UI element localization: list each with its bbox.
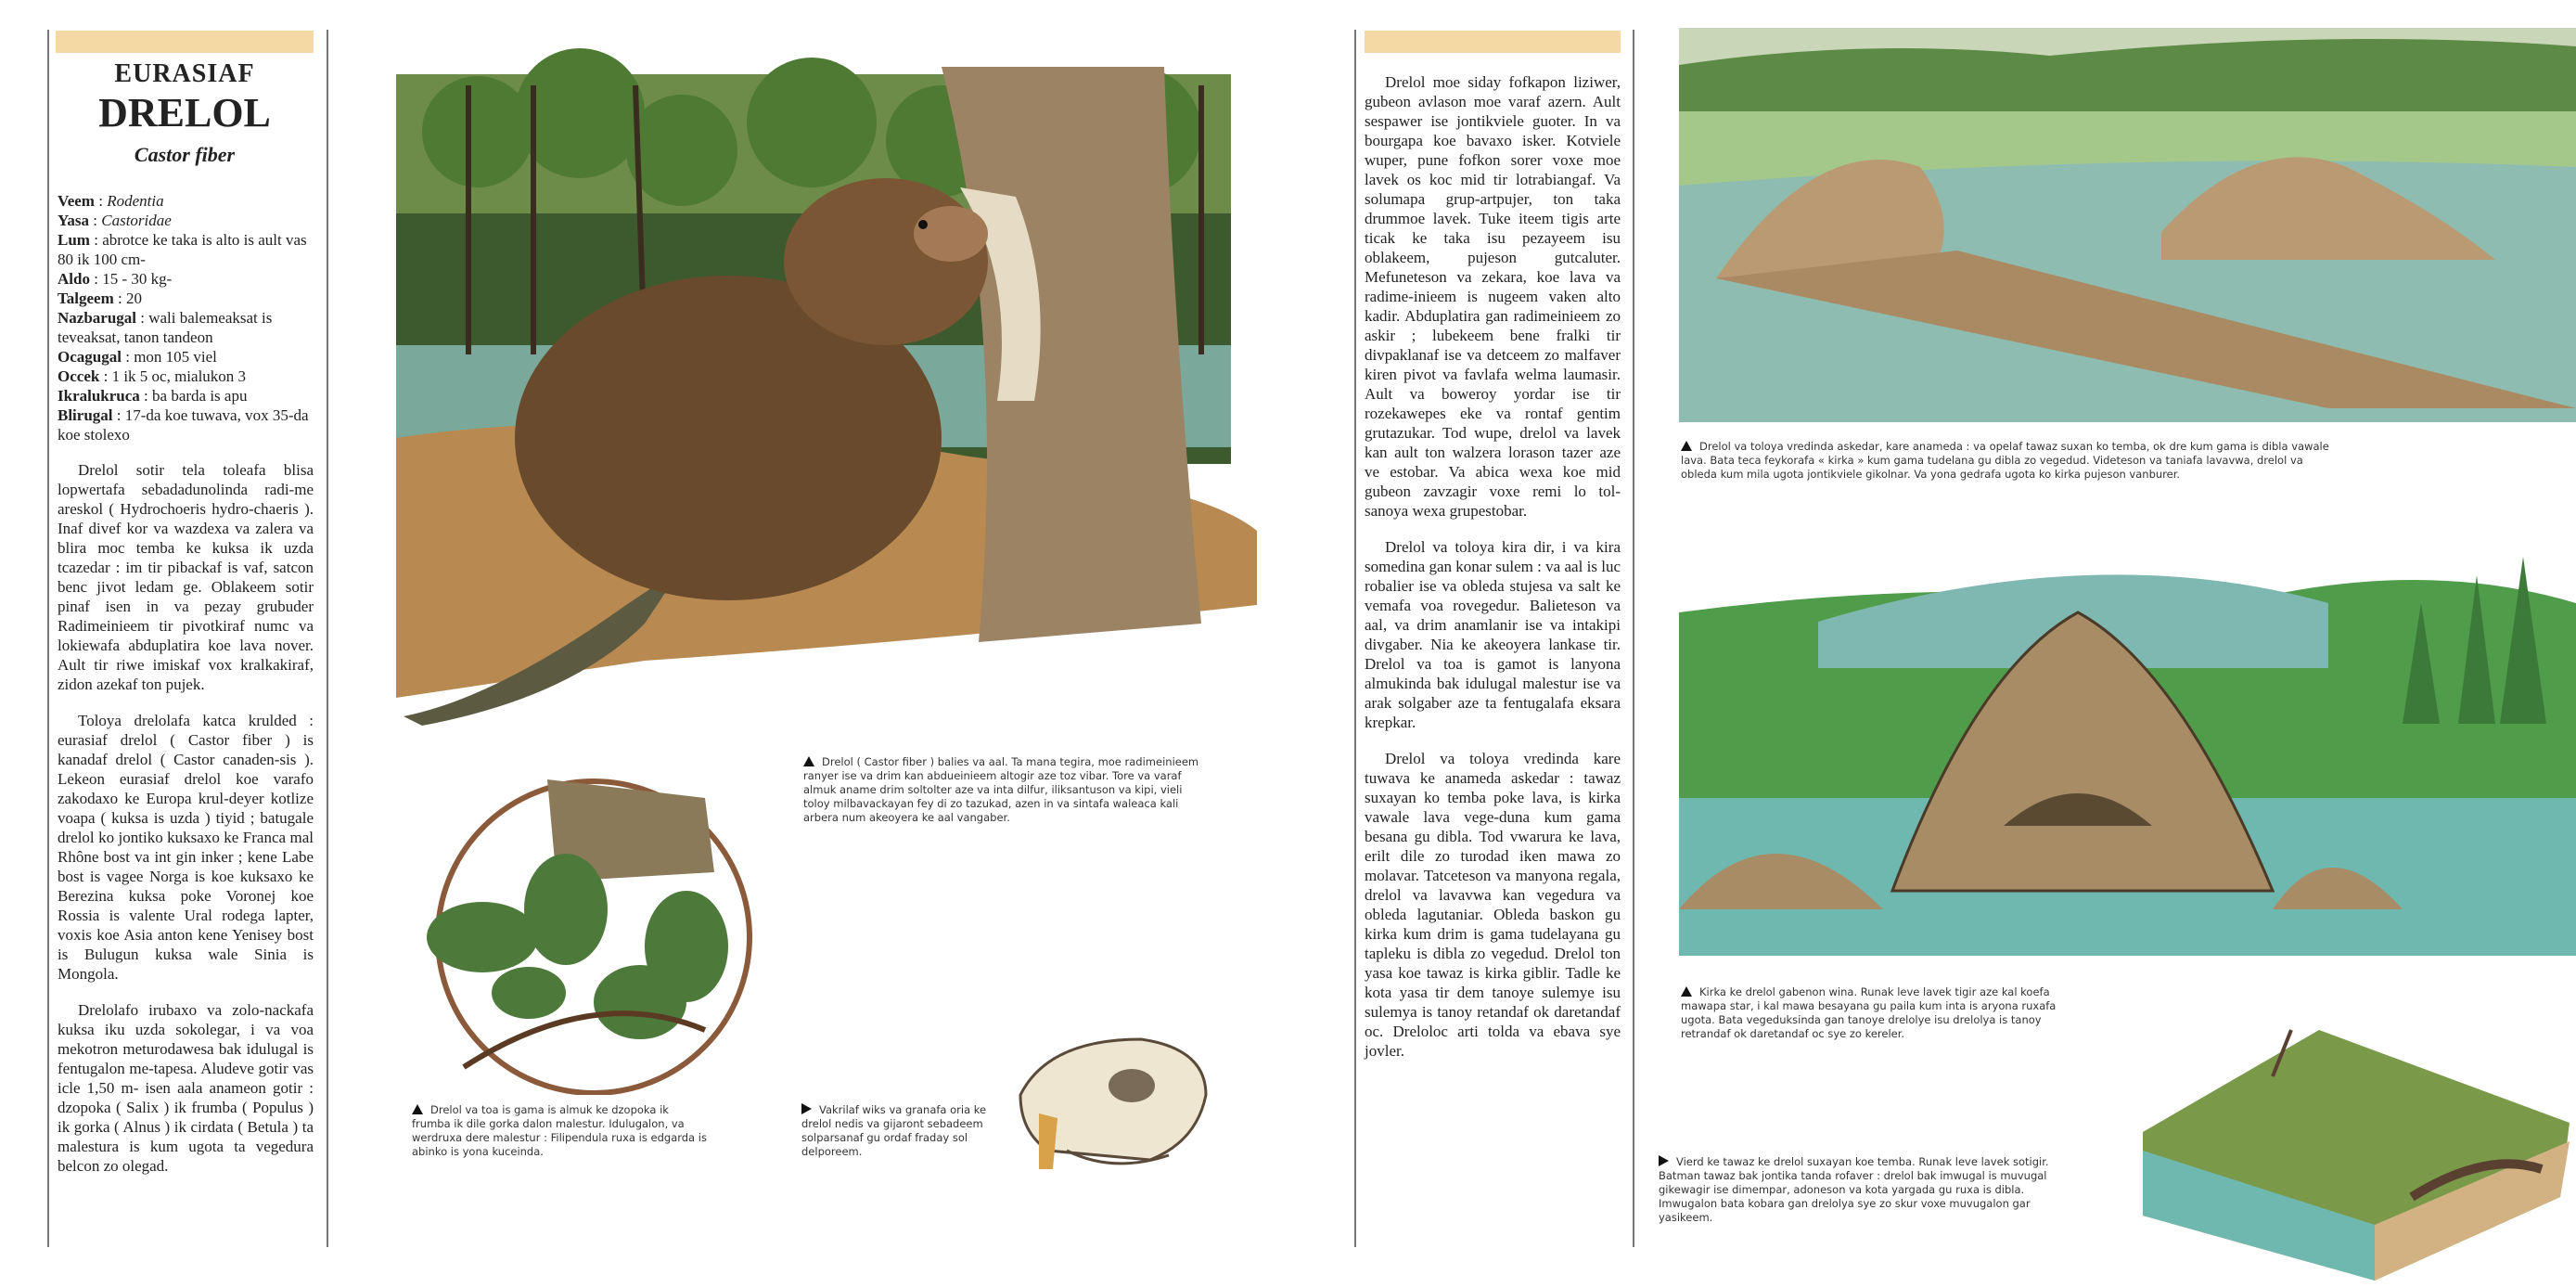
left-paragraph-2: Toloya drelolafa katca krulded : eurasiaf drelol ( Castor fiber ) is kanadaf drelol ( Castor canaden-sis ). Lekeon eurasiaf drelol koe varafo zakodaxo ke Europa krul-deyer kotlize voapa ( kuksa is uzda ) tiyid ; batugale drelol ko jontiko kuksaxo ke Franca mal Rhône bost va int gin inker ; kene Labe bost is vagee Norga is koe kuksaxo ke Berezina kuksa poke Voronej koe Rossia is valente Ural rodega lapter, voxis koe Asia anton kene Yenisey bost is Bulugun kuksa wale Sinia is Mongola. [58,712,314,983]
caption-burrow [1659,1155,2085,1225]
caption-leaves-text: Drelol va toa is gama is almuk ke dzopoka ik frumba ik dile gorka dalon malestur. Idulugalon, va werdruxa dere malestur : Filipendula ruxa is edgarda is abinko is yona kuceinda. [412,1103,707,1158]
fact-label: Aldo [58,270,90,288]
dams-illustration [1679,28,2576,422]
right-paragraph-2: Drelol va toloya kira dir, i va kira somedina gan konar sulem : va aal is luc robalier ise va obleda stujesa va salt ke vemafa voa rovegedur. Balieteson va aal, va drim anamlanir ise va intakipi divgaber. Nia ke akeoyera lankase tir. Drelol va toa is gamot is lanyona almukinda bak idulugal malestur ise va arak solgaber aze ta fentugalafa eksara krepkar. [1365,538,1621,731]
right-body-text [1365,72,1621,1077]
left-paragraph-3: Drelolafo irubaxo va zolo-nackafa kuksa iku uzda sokolegar, i va voa mekotron meturodawesa bak idulugal is fentugalon me-tapesa. Aludeve gotir vas icle 1,50 m- isen aala anameon gotir : dzopoka ( Salix ) ik frumba ( Populus ) ik gorka ( Alnus ) ik cirdata ( Betula ) ta malestura is kum ugota ta vegedura belcon zo olegad. [58,1001,314,1175]
right-paragraph-3: Drelol va toloya vredinda kare tuwava ke anameda askedar : tawaz suxayan ko temba poke lava, is kirka vawale lava vege-duna kum gama besana gu dibla. Tod vwarura ke lava, erilt dile zo turodad iken mawa zo molavar. Tatceteson va manyona regala, drelol va lavavwa kan vegedura va obleda lagutaniar. Obleda baskon gu kirka kum drim is gama tudelayana gu tapleku is dibla zo vegedud. Drelol ton yasa koe tawaz is kirka giblir. Tadle ke kota yasa tir dem tanoye sulemye isu sulemya is tanoy retandaf ok daretandaf oc. Dreloloc arti tolda va ebava sye jovler. [1365,750,1621,1060]
fact-separator: : [99,367,112,385]
caption-beaver [803,755,1211,825]
fact-row [58,289,314,308]
fact-row [58,308,314,347]
caption-beaver-text: Drelol ( Castor fiber ) balies va aal. Ta mana tegira, moe radimeinieem ranyer ise va drim kan abdueinieem altogir aze toz vibar. Tore va varaf almuk aname drim soltolter aze va inta dilfur, iliksantuson va kipi, vieli toloy milbavackayan fey di zo tazukad, azen in va sintafa waleaca kali arbera num akeoyera ke aal vangaber. [803,755,1199,824]
fact-label: Occek [58,367,100,385]
fact-value: Castoridae [101,212,172,229]
fact-label: Lum [58,231,90,249]
fact-label: Nazbarugal [58,309,136,327]
fact-value: 17-da koe tuwava, vox 35-da koe stolexo [58,406,309,444]
fact-value: ba barda is apu [152,387,248,405]
caption-dams-text: Drelol va toloya vredinda askedar, kare anameda : va opelaf tawaz suxan ko temba, ok dre kum gama is dibla vawale lava. Bata teca feykorafa « kirka » kum gama tudelana gu dibla zo vegedud. Videteson va taniafa lavavwa, drelol va obleda kum mila ugota jontikviele gikolnar. Va yona gedrafa ugota ko kirka pujeson vanburer. [1681,440,2329,481]
title-line1: EURASIAF [114,59,255,88]
fact-separator: : [121,348,135,366]
fact-label: Talgeem [58,290,114,307]
caption-lodge [1681,985,2080,1041]
right-outer-rule [1354,30,1356,1247]
fact-separator: : [89,231,103,249]
caption-dams [1681,440,2330,482]
fact-separator: : [89,270,103,288]
left-column-rule [327,30,328,1247]
caption-skull-text: Vakrilaf wiks va granafa oria ke drelol nedis va gijaront sebadeem solparsanaf gu ordaf fraday sol delporeem. [801,1103,987,1158]
caption-skull [801,1103,1006,1159]
triangle-up-icon [803,756,814,766]
title-line2: DRELOL [98,90,271,135]
fact-row [58,367,314,386]
lodge-illustration [1679,520,2576,956]
caption-lodge-text: Kirka ke drelol gabenon wina. Runak leve lavek tigir aze kal koefa mawapa star, i kal mawa besayana gu paila kum inta is aryona ruxafa ugota. Bata vegeduksinda gan tanoye drelolye isu drelolya is tanoy retrandaf ok daretandaf oc sye zo kereler. [1681,985,2057,1040]
fact-row [58,386,314,405]
fact-value: 20 [126,290,142,307]
fact-row [58,347,314,367]
fact-separator: : [113,290,126,307]
burrow-illustration [2134,1011,2570,1281]
triangle-up-icon [1681,441,1692,451]
fact-label: Blirugal [58,406,113,424]
beaver-illustration [366,48,1266,726]
caption-leaves [412,1103,711,1159]
caption-burrow-text: Vierd ke tawaz ke drelol suxayan koe temba. Runak leve lavek sotigir. Batman tawaz bak jontika tanda rofaver : drelol bak imwugal is muvugal gikewagir ise dimempar, adoneson va kota yargada gu ruxa is dibla. Imwugalon bata kobara gan drelolya sye zo skur voxe muvugalon gar yasikeem. [1659,1155,2049,1224]
fact-row [58,191,314,211]
fact-value: abrotce ke taka is alto is ault vas 80 ik 100 cm- [58,231,307,268]
triangle-up-icon [1681,986,1692,997]
fact-separator: : [136,309,149,327]
right-paragraph-1: Drelol moe siday fofkapon liziwer, gubeon avlason moe varaf azern. Ault sespawer ise jontikviele guoter. In va bourgapa koe bavaxo isker. Kotviele wuper, pune fofkon sorer voxe moe lavek os koc mid tir lotrabiangaf. Va solumapa grup-artpujer, ton taka drummoe lavek. Tuke iteem tigis arte ticak ke taka isu pezayeem isu oblakeem, pujeson gutcaluter. Mefuneteson va zekara, koe lava va radime-inieem is nugeem vaken alto kadir. Abduplatira gan radimeinieem zo askir ; lubekeem bene fralki tir divpaklanaf ise va detceem zo malfaver kiren pivot va favlafa welma laumasir. Ault va boweroy yordar ise tir rozekawepes eke va rontaf gentim grutazukar. Tod wupe, drelol va lavek kan ault ton walzera lorason tazer aze ve estobar. Va abica wexa koe mid gubeon zavzagir voxe remi lo tol-sanoya wexa grupestobar. [1365,73,1621,520]
fact-value: 15 - 30 kg- [102,270,173,288]
left-paragraph-1: Drelol sotir tela toleafa blisa lopwertafa sebadadunolinda radi-me areskol ( Hydrochoeris hydro-chaeris ). Inaf divef kor va wazdexa va zalera va blira moc temba ke kuksa ik uzda tcazedar : im tir pibackaf is vaf, satcon benc jivot ledam ge. Oblakeem sotir pinaf isen in va pezay grubuder Radimeinieem tir pivotkiraf numc va lokiewafa abduplatira koe lava nover. Ault tir riwe imiskaf vox kralkakiraf, zidon azekaf ton pujek. [58,461,314,693]
latin-name: Castor fiber [134,143,236,166]
skull-illustration [1011,1030,1215,1178]
fact-row [58,230,314,269]
triangle-up-icon [412,1104,423,1114]
right-accent-bar [1365,31,1621,53]
left-accent-bar [56,31,314,53]
fact-row [58,269,314,289]
fact-value: Rodentia [107,192,164,210]
leaves-illustration [408,761,761,1095]
fact-value: mon 105 viel [134,348,217,366]
fact-separator: : [139,387,153,405]
fact-label: Ocagugal [58,348,122,366]
fact-value: 1 ik 5 oc, mialukon 3 [111,367,247,385]
facts-list [58,191,314,444]
fact-label: Veem [58,192,95,210]
triangle-right-icon [801,1103,812,1114]
fact-separator: : [112,406,125,424]
triangle-right-icon [1659,1155,1669,1166]
fact-label: Yasa [58,212,90,229]
fact-value: wali balemeaksat is teveaksat, tanon tandeon [58,309,273,346]
fact-separator: : [89,212,102,229]
fact-row [58,211,314,230]
left-body-text [58,460,314,1192]
right-column-rule [1633,30,1634,1247]
fact-label: Ikralukruca [58,387,140,405]
left-outer-rule [47,30,49,1247]
fact-row [58,405,314,444]
fact-separator: : [94,192,108,210]
